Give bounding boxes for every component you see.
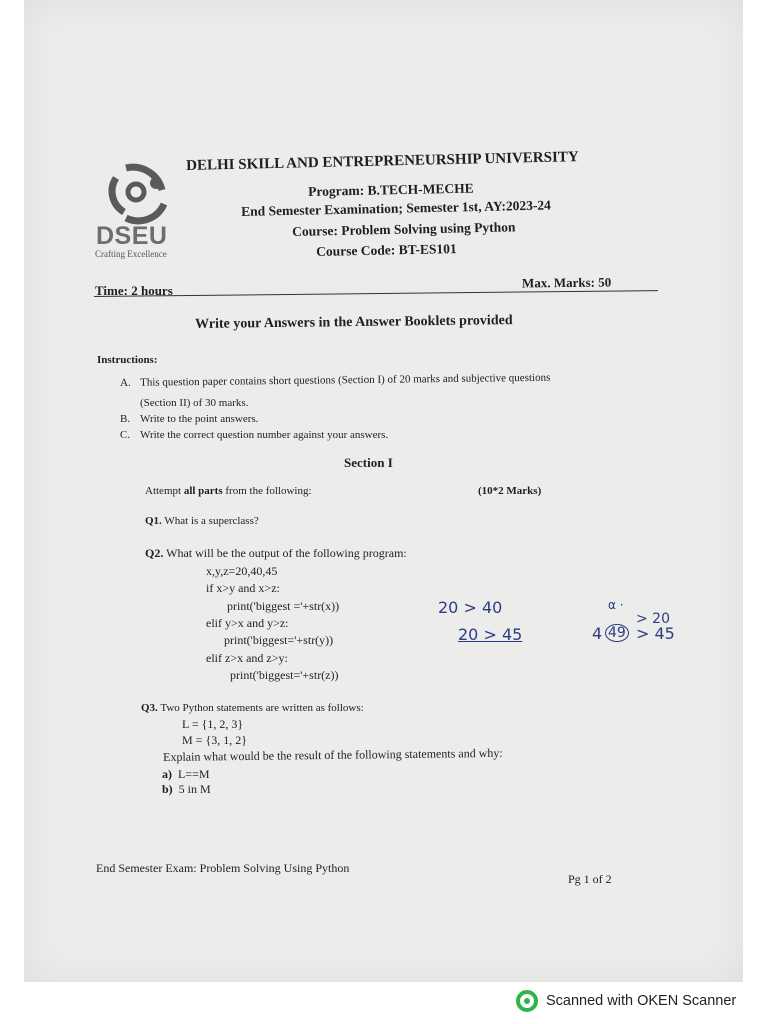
question-number: Q3.: [141, 702, 158, 714]
handwritten-note: 20 > 45: [458, 625, 523, 644]
instructions-title: Instructions:: [97, 354, 158, 366]
instruction-label: A.: [120, 376, 131, 389]
code-line: x,y,z=20,40,45: [206, 564, 278, 578]
handwritten-note: 20 > 40: [438, 598, 503, 617]
question-3-explain: Explain what would be the result of the following statements and why:: [163, 745, 503, 764]
course-line: Course: Problem Solving using Python: [292, 219, 516, 239]
part-b: [162, 782, 211, 797]
handwritten-note: > 45: [636, 624, 675, 643]
code-line: if x>y and x>z:: [206, 581, 280, 595]
oken-scanner-icon: [516, 990, 538, 1012]
instruction-c: [120, 429, 388, 441]
attempt-text: Attempt: [145, 485, 184, 497]
section-marks: (10*2 Marks): [478, 485, 542, 497]
instruction-text: This question paper contains short questions (Section I) of 20 marks and subjective questions: [139, 371, 551, 389]
question-number: Q2.: [145, 546, 164, 560]
attempt-line: [145, 485, 312, 497]
answer-note: Write your Answers in the Answer Booklets provided: [195, 313, 513, 332]
instruction-text: Write to the point answers.: [140, 413, 259, 425]
code-line: elif y>x and y>z:: [206, 616, 289, 630]
attempt-text-end: from the following:: [222, 485, 312, 497]
page-number: Pg 1 of 2: [568, 872, 612, 886]
footer-title: End Semester Exam: Problem Solving Using Python: [96, 861, 350, 875]
question-number: Q1.: [145, 515, 162, 527]
course-code-line: Course Code: BT-ES101: [316, 241, 457, 259]
question-1: [145, 515, 259, 527]
part-text: 5 in M: [178, 782, 211, 796]
code-line: elif z>x and z>y:: [206, 651, 288, 665]
instruction-label: C.: [120, 429, 131, 441]
program-line: Program: B.TECH-MECHE: [308, 180, 474, 199]
time-label: Time: 2 hours: [95, 283, 173, 298]
question-text: What is a superclass?: [164, 515, 259, 527]
scanner-text: Scanned with OKEN Scanner: [546, 993, 737, 1009]
code-line: print('biggest ='+str(x)): [227, 599, 340, 613]
handwritten-note: > 20: [636, 611, 670, 627]
handwritten-circled: 49: [605, 624, 629, 642]
question-text: Two Python statements are written as follows:: [160, 702, 364, 714]
instruction-text: Write the correct question number against your answers.: [140, 429, 389, 441]
question-3: [141, 702, 364, 714]
exam-paper: [24, 0, 743, 982]
instruction-b: [120, 413, 258, 425]
university-name: DELHI SKILL AND ENTREPRENEURSHIP UNIVERSITY: [186, 149, 579, 174]
exam-line: End Semester Examination; Semester 1st, AY:2023-24: [241, 197, 551, 219]
logo-wordmark: DSEU: [96, 222, 168, 250]
section-title: Section I: [344, 455, 393, 470]
set-m: M = {3, 1, 2}: [182, 733, 247, 747]
code-line: print('biggest='+str(y)): [224, 633, 334, 647]
part-a: [162, 767, 210, 782]
part-label: a): [162, 767, 172, 781]
part-text: L==M: [178, 767, 210, 781]
code-line: print('biggest='+str(z)): [230, 668, 339, 682]
part-label: b): [162, 782, 173, 796]
instruction-label: B.: [120, 413, 131, 425]
instruction-a-cont: (Section II) of 30 marks.: [140, 397, 249, 409]
attempt-emphasis: all parts: [183, 485, 223, 497]
max-marks-label: Max. Marks: 50: [521, 274, 612, 291]
handwritten-note: 4: [592, 624, 603, 643]
handwritten-mark: α ·: [608, 598, 624, 612]
set-l: L = {1, 2, 3}: [182, 717, 244, 731]
question-text: What will be the output of the following program:: [166, 546, 407, 560]
question-2: [145, 546, 407, 561]
logo-tagline: Crafting Excellence: [95, 249, 167, 259]
scanner-watermark: [516, 990, 736, 1012]
